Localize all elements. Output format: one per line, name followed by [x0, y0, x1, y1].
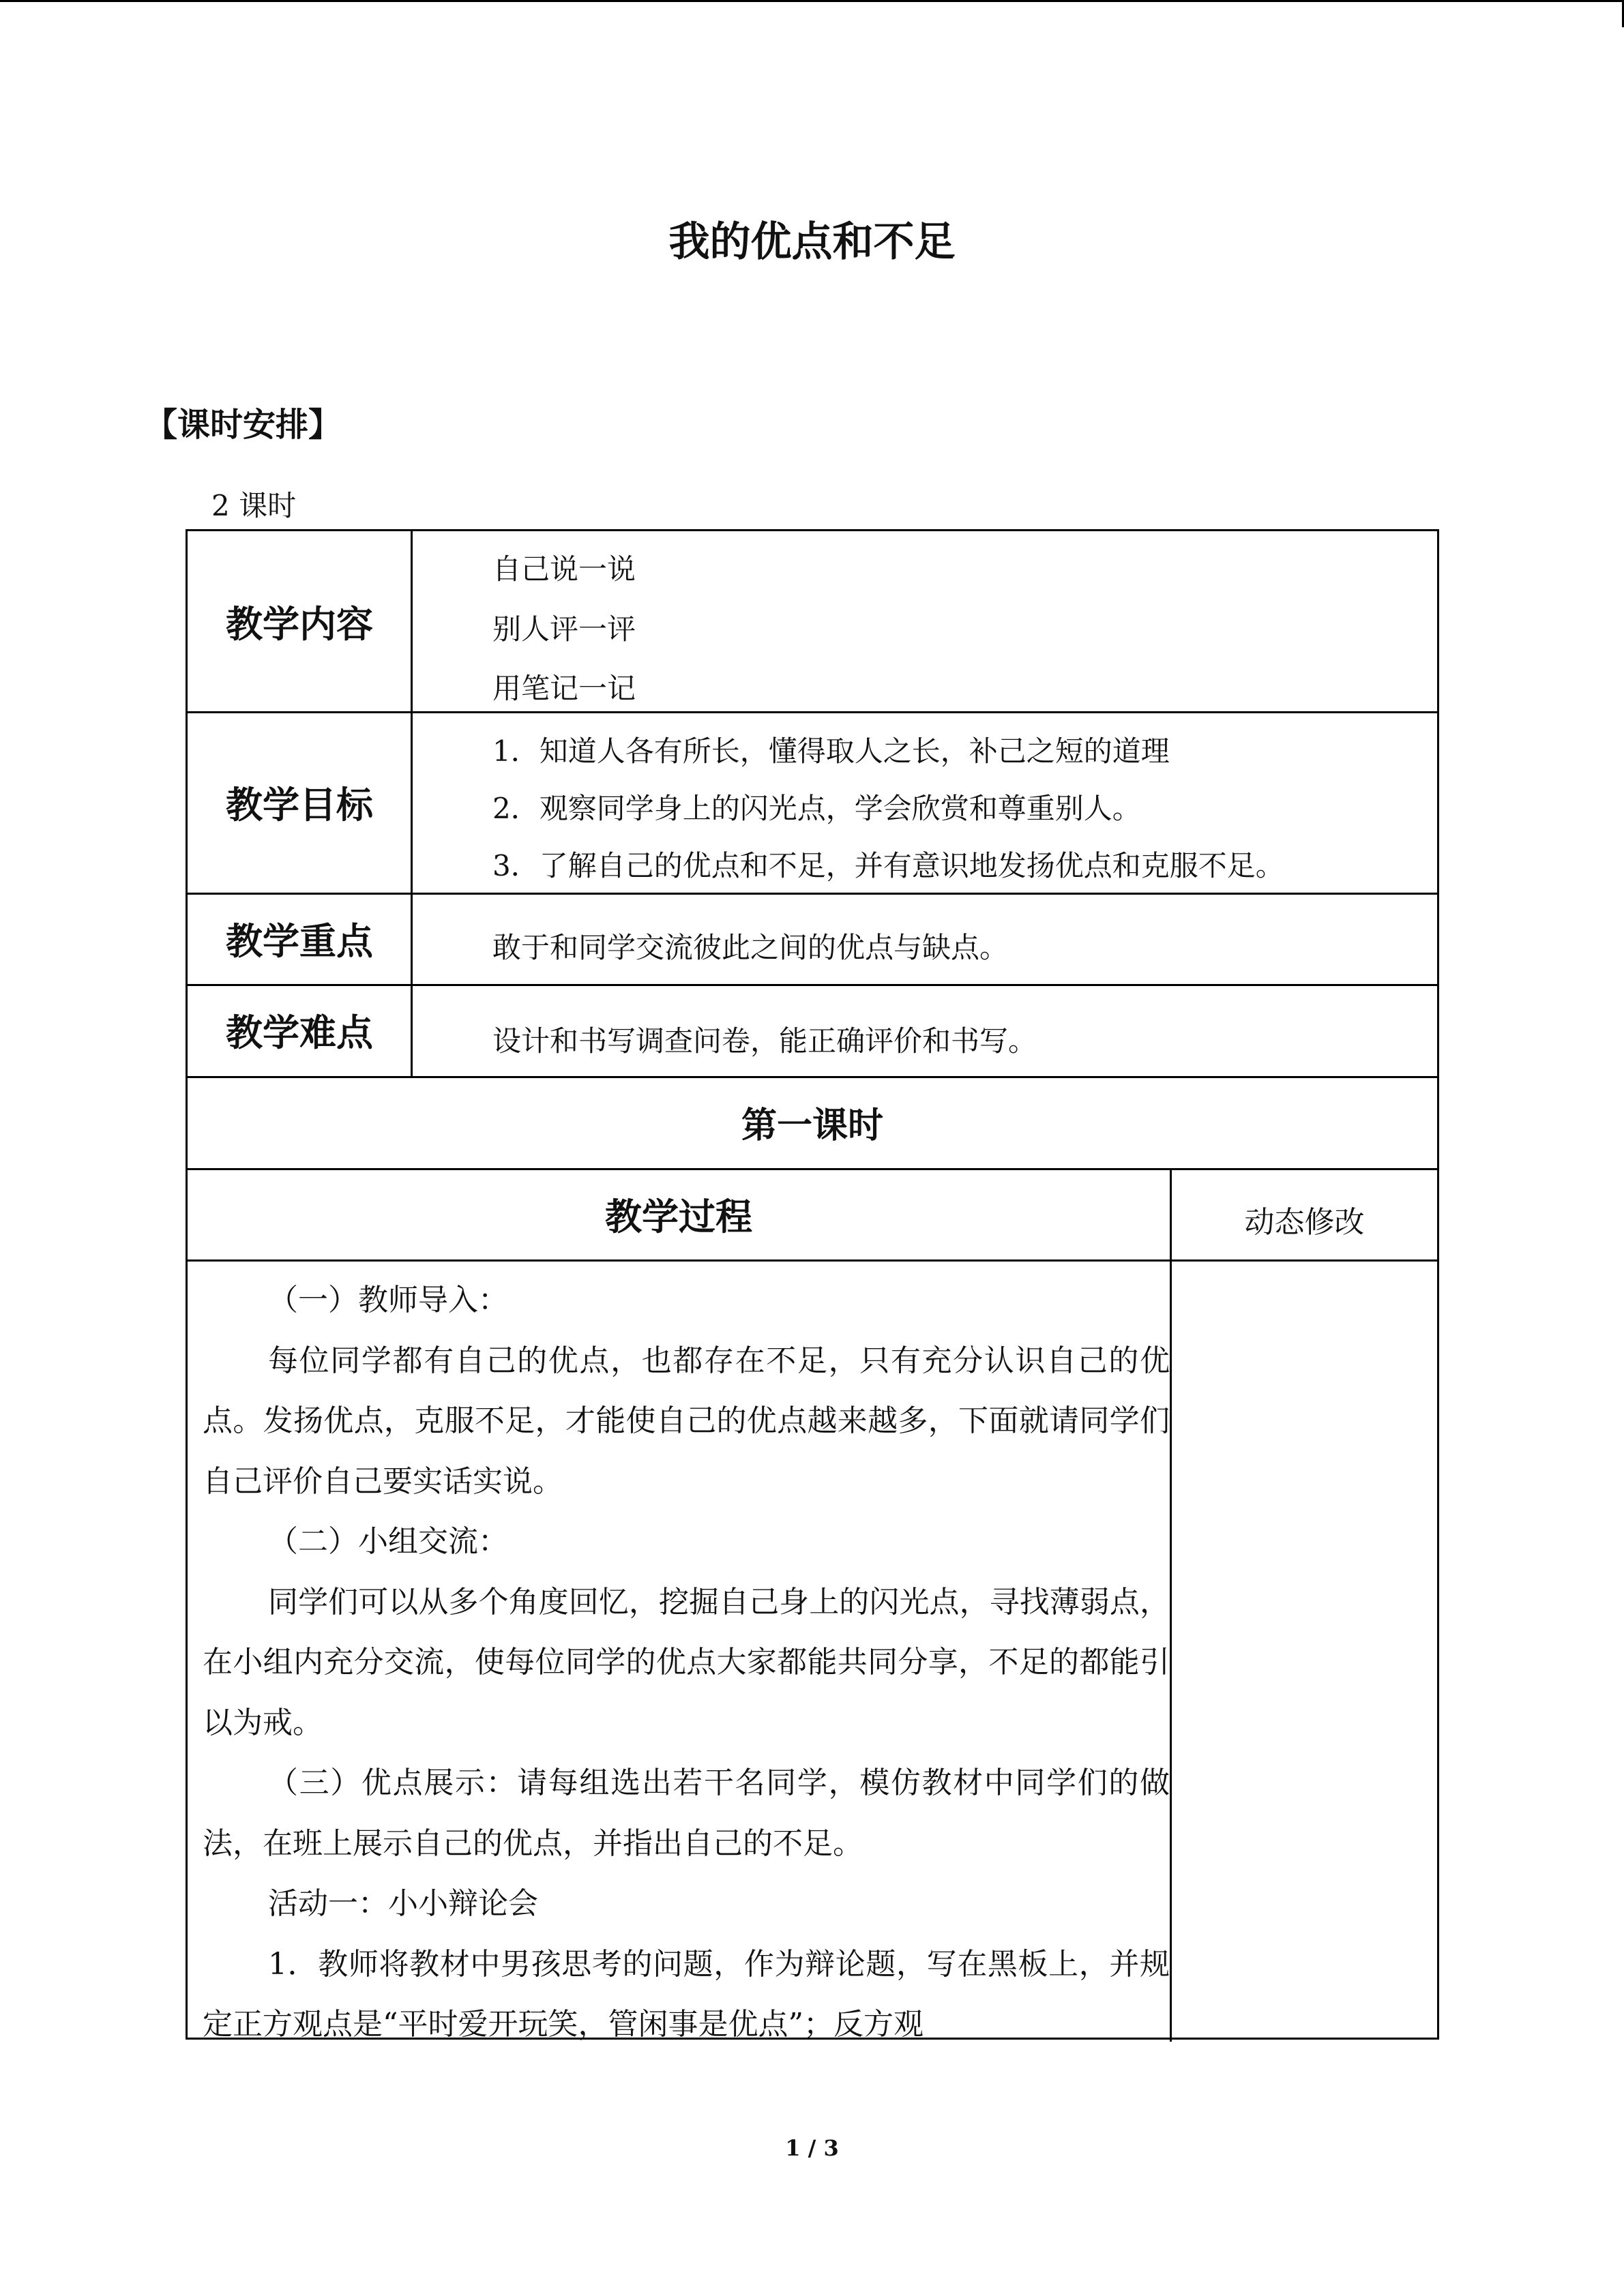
lesson-hours: 2 课时 — [211, 489, 297, 522]
goal-line: 1．知道人各有所长，懂得取人之长，补己之短的道理 — [492, 734, 1170, 768]
goal-line: 3．了解自己的优点和不足，并有意识地发扬优点和克服不足。 — [492, 849, 1284, 882]
lesson-title: 第一课时 — [741, 1105, 883, 1146]
process-paragraph: （一）教师导入： — [268, 1283, 508, 1317]
revision-header: 动态修改 — [1244, 1205, 1365, 1240]
process-paragraph: （三）优点展示：请每组选出若干名同学，模仿教材中同学们的做法，在班上展示自己的优点，并指出自己的不足。 — [203, 1765, 1170, 1861]
key-points-label: 教学重点 — [226, 919, 373, 963]
content-line: 用笔记一记 — [492, 672, 636, 705]
page-top-border — [0, 0, 1624, 2]
goal-line: 2．观察同学身上的闪光点，学会欣赏和尊重别人。 — [492, 792, 1141, 825]
content-label: 教学内容 — [226, 602, 373, 646]
revision-column-divider — [1170, 1168, 1172, 2042]
process-paragraph: 1．教师将教材中男孩思考的问题，作为辩论题，写在黑板上，并规定正方观点是“平时爱开玩笑，管闲事是优点”；反方观 — [203, 1946, 1170, 2042]
process-header: 教学过程 — [605, 1195, 752, 1238]
lesson-plan-table — [186, 529, 1439, 2040]
page-number: 1 / 3 — [785, 2135, 839, 2161]
difficulties-text: 设计和书写调查问卷，能正确评价和书写。 — [492, 1024, 1037, 1058]
process-body — [203, 1270, 1170, 2055]
section-heading: 【课时安排】 — [145, 406, 342, 444]
goals-label: 教学目标 — [226, 783, 373, 826]
process-paragraph: 同学们可以从多个角度回忆，挖掘自己身上的闪光点，寻找薄弱点，在小组内充分交流，使每位同学的优点大家都能共同分享，不足的都能引以为戒。 — [203, 1584, 1170, 1740]
process-paragraph: 每位同学都有自己的优点，也都存在不足，只有充分认识自己的优点。发扬优点，克服不足，才能使自己的优点越来越多，下面就请同学们自己评价自己要实话实说。 — [203, 1343, 1170, 1499]
content-line: 别人评一评 — [492, 612, 636, 646]
process-paragraph: （二）小组交流： — [268, 1524, 508, 1559]
content-line: 自己说一说 — [492, 552, 636, 586]
process-paragraph: 活动一：小小辩论会 — [268, 1886, 538, 1921]
page-title: 我的优点和不足 — [668, 218, 956, 266]
key-points-text: 敢于和同学交流彼此之间的优点与缺点。 — [492, 931, 1009, 964]
difficulties-label: 教学难点 — [226, 1011, 373, 1054]
